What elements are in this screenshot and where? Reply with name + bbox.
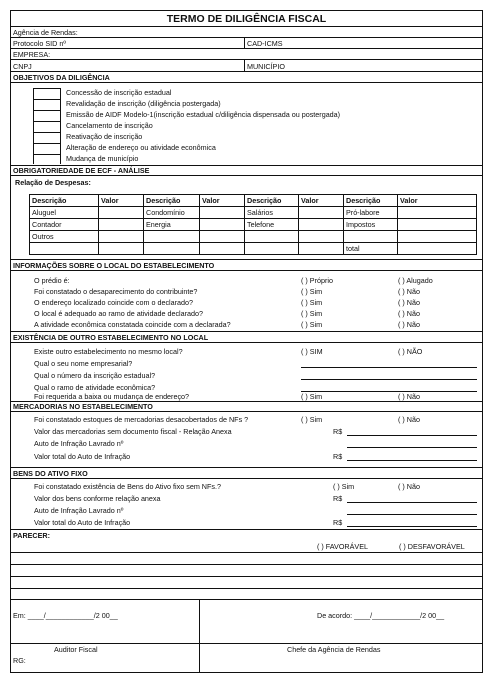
- question-endereco: O endereço localizado coincide com o declarado?: [34, 298, 194, 307]
- auditor-label: Auditor Fiscal: [54, 645, 98, 654]
- cnpj-label: CNPJ: [13, 62, 32, 71]
- col-header-valor: Valor: [101, 196, 119, 205]
- checkbox-line: [33, 132, 60, 133]
- question-ramo: Qual o ramo de atividade econômica?: [34, 383, 156, 392]
- despesa-item: Outros: [32, 232, 54, 241]
- mercadorias-heading-row: [11, 402, 482, 412]
- relacao-despesas-label: Relação de Despesas:: [15, 178, 91, 187]
- col-divider: [397, 195, 398, 254]
- answer-nao[interactable]: ( ) Não: [398, 287, 420, 296]
- currency-label: R$: [333, 427, 343, 436]
- currency-label: R$: [333, 452, 343, 461]
- row-divider: [30, 242, 476, 243]
- parecer-heading: PARECER:: [13, 531, 51, 540]
- checkbox-line: [33, 143, 60, 144]
- divider: [244, 38, 245, 49]
- ecf-heading: OBRIGATORIEDADE DE ECF - ANÁLISE: [13, 166, 150, 175]
- mercadorias-heading: MERCADORIAS NO ESTABELECIMENTO: [13, 402, 153, 411]
- col-header-valor: Valor: [400, 196, 418, 205]
- objetivo-item: Revalidação de inscrição (diligência postergada): [66, 99, 221, 108]
- col-divider: [244, 195, 245, 254]
- objetivo-item: Reativação de inscrição: [66, 132, 143, 141]
- answer-sim[interactable]: ( ) Sim: [301, 287, 323, 296]
- despesa-item: Telefone: [247, 220, 275, 229]
- answer-alugado[interactable]: ( ) Alugado: [398, 276, 433, 285]
- answer-line[interactable]: [301, 379, 477, 380]
- col-divider: [343, 195, 344, 254]
- mercadorias-section: [11, 412, 482, 468]
- answer-line[interactable]: [301, 367, 477, 368]
- bens-heading: BENS DO ATIVO FIXO: [13, 469, 88, 478]
- answer-line[interactable]: [347, 514, 477, 515]
- checkbox-line: [33, 121, 60, 122]
- objetivo-item: Emissão de AIDF Modelo-1(inscrição estadual c/diligência dispensada ou postergada): [66, 110, 341, 119]
- despesa-item: Condomínio: [146, 208, 185, 217]
- col-divider: [199, 195, 200, 254]
- col-header-valor: Valor: [301, 196, 319, 205]
- agencia-label: Agência de Rendas:: [13, 28, 78, 37]
- answer-sim[interactable]: ( ) SIM: [301, 347, 323, 356]
- objetivo-item: Alteração de endereço ou atividade econômica: [66, 143, 216, 152]
- parecer-line[interactable]: [11, 552, 482, 553]
- question-nome-empresarial: Qual o seu nome empresarial?: [34, 359, 133, 368]
- question-desaparecimento: Foi constatado o desaparecimento do contribuinte?: [34, 287, 198, 296]
- objetivos-heading-row: [11, 72, 482, 83]
- row-divider: [30, 230, 476, 231]
- answer-sim[interactable]: ( ) Sim: [301, 415, 323, 424]
- answer-line[interactable]: [347, 435, 477, 436]
- checkbox-column: [60, 88, 61, 164]
- col-header-descricao: Descrição: [346, 196, 381, 205]
- despesa-item: Salários: [247, 208, 273, 217]
- title-row: [11, 11, 482, 27]
- question-predio: O prédio é:: [34, 276, 70, 285]
- answer-sim[interactable]: ( ) Sim: [333, 482, 355, 491]
- answer-sim[interactable]: ( ) Sim: [301, 298, 323, 307]
- answer-nao[interactable]: ( ) Não: [398, 320, 420, 329]
- answer-line[interactable]: [347, 460, 477, 461]
- despesa-item: Pró-labore: [346, 208, 380, 217]
- answer-sim[interactable]: ( ) Sim: [301, 320, 323, 329]
- objetivos-list: [11, 83, 482, 166]
- answer-line[interactable]: [347, 526, 477, 527]
- answer-nao[interactable]: ( ) NÃO: [398, 347, 423, 356]
- answer-sim[interactable]: ( ) Sim: [301, 392, 323, 401]
- currency-label: R$: [333, 518, 343, 527]
- municipio-label: MUNICÍPIO: [247, 62, 285, 71]
- question-valor-auto: Valor total do Auto de Infração: [34, 452, 131, 461]
- despesa-item: Energia: [146, 220, 171, 229]
- answer-nao[interactable]: ( ) Não: [398, 298, 420, 307]
- col-header-descricao: Descrição: [247, 196, 282, 205]
- col-header-valor: Valor: [202, 196, 220, 205]
- parecer-line[interactable]: [11, 588, 482, 589]
- question-auto-infracao: Auto de Infração Lavrado nº: [34, 506, 124, 515]
- empresa-row: [11, 49, 482, 60]
- despesa-total-label: total: [346, 244, 360, 253]
- answer-nao[interactable]: ( ) Não: [398, 415, 420, 424]
- cad-icms-label: CAD-ICMS: [247, 39, 283, 48]
- checkbox-line: [33, 99, 60, 100]
- protocolo-row: [11, 38, 482, 49]
- divider: [244, 60, 245, 72]
- question-auto-infracao: Auto de Infração Lavrado nº: [34, 439, 124, 448]
- termo-form: [10, 10, 483, 673]
- empresa-label: EMPRESA:: [13, 50, 51, 59]
- parecer-section: [11, 530, 482, 600]
- bens-section: [11, 479, 482, 530]
- question-valor-bens: Valor dos bens conforme relação anexa: [34, 494, 161, 503]
- row-divider: [30, 206, 476, 207]
- rg-label[interactable]: RG:: [13, 656, 26, 665]
- question-local-adequado: O local é adequado ao ramo de atividade declarado?: [34, 309, 204, 318]
- ecf-heading-row: [11, 166, 482, 176]
- signature-line: [11, 643, 482, 644]
- data-acordo[interactable]: De acordo: ____/____________/2 00__: [317, 611, 445, 620]
- question-valor-auto: Valor total do Auto de Infração: [34, 518, 131, 527]
- cnpj-row: [11, 60, 482, 72]
- question-estoques: Foi constatado estoques de mercadorias desacobertados de NFs ?: [34, 415, 249, 424]
- answer-nao[interactable]: ( ) Não: [398, 482, 420, 491]
- question-baixa: Foi requerida a baixa ou mudança de endereço?: [34, 392, 190, 401]
- outro-estab-heading-row: [11, 332, 482, 343]
- signature-area: [11, 600, 482, 672]
- checkbox-line: [33, 110, 60, 111]
- despesa-item: Contador: [32, 220, 62, 229]
- col-header-descricao: Descrição: [32, 196, 67, 205]
- signature-divider: [199, 600, 200, 672]
- question-valor-mercadorias: Valor das mercadorias sem documento fiscal - Relação Anexa: [34, 427, 232, 436]
- bens-heading-row: [11, 468, 482, 479]
- answer-proprio[interactable]: ( ) Próprio: [301, 276, 333, 285]
- objetivos-heading: OBJETIVOS DA DILIGÊNCIA: [13, 73, 110, 82]
- despesas-section: [11, 176, 482, 260]
- parecer-line[interactable]: [11, 564, 482, 565]
- agencia-row: [11, 27, 482, 38]
- currency-label: R$: [333, 494, 343, 503]
- row-divider: [30, 218, 476, 219]
- objetivo-item: Concessão de inscrição estadual: [66, 88, 172, 97]
- form-title: TERMO DE DILIGÊNCIA FISCAL: [166, 13, 327, 25]
- protocolo-label: Protocolo SID nº: [13, 39, 66, 48]
- answer-sim[interactable]: ( ) Sim: [301, 309, 323, 318]
- data-auditor[interactable]: Em: ____/____________/2 00__: [13, 611, 118, 620]
- outro-estab-heading: EXISTÊNCIA DE OUTRO ESTABELECIMENTO NO LOCAL: [13, 333, 209, 342]
- despesa-item: Aluguel: [32, 208, 56, 217]
- despesas-table: [29, 194, 477, 255]
- col-divider: [298, 195, 299, 254]
- question-inscricao: Qual o número da inscrição estadual?: [34, 371, 156, 380]
- answer-nao[interactable]: ( ) Não: [398, 392, 420, 401]
- despesa-item: Impostos: [346, 220, 376, 229]
- col-divider: [143, 195, 144, 254]
- answer-line[interactable]: [347, 502, 477, 503]
- checkbox-line: [33, 88, 60, 89]
- info-local-heading-row: [11, 260, 482, 271]
- objetivo-item: Mudança de município: [66, 154, 139, 163]
- parecer-line[interactable]: [11, 576, 482, 577]
- answer-nao[interactable]: ( ) Não: [398, 309, 420, 318]
- answer-line[interactable]: [347, 447, 477, 448]
- col-header-descricao: Descrição: [146, 196, 181, 205]
- answer-line[interactable]: [301, 391, 477, 392]
- col-divider: [98, 195, 99, 254]
- parecer-desfavoravel[interactable]: ( ) DESFAVORÁVEL: [399, 542, 465, 551]
- objetivo-item: Cancelamento de inscrição: [66, 121, 153, 130]
- parecer-favoravel[interactable]: ( ) FAVORÁVEL: [317, 542, 368, 551]
- question-atividade: A atividade econômica constatada coincide com a declarada?: [34, 320, 231, 329]
- info-local-heading: INFORMAÇÕES SOBRE O LOCAL DO ESTABELECIMENTO: [13, 261, 215, 270]
- checkbox-line: [33, 154, 60, 155]
- question-outro-estab: Existe outro estabelecimento no mesmo local?: [34, 347, 183, 356]
- outro-estab-section: [11, 343, 482, 402]
- question-bens-ativo: Foi constatado existência de Bens do Ativo fixo sem NFs.?: [34, 482, 221, 491]
- chefe-label: Chefe da Agência de Rendas: [287, 645, 381, 654]
- info-local-section: [11, 271, 482, 332]
